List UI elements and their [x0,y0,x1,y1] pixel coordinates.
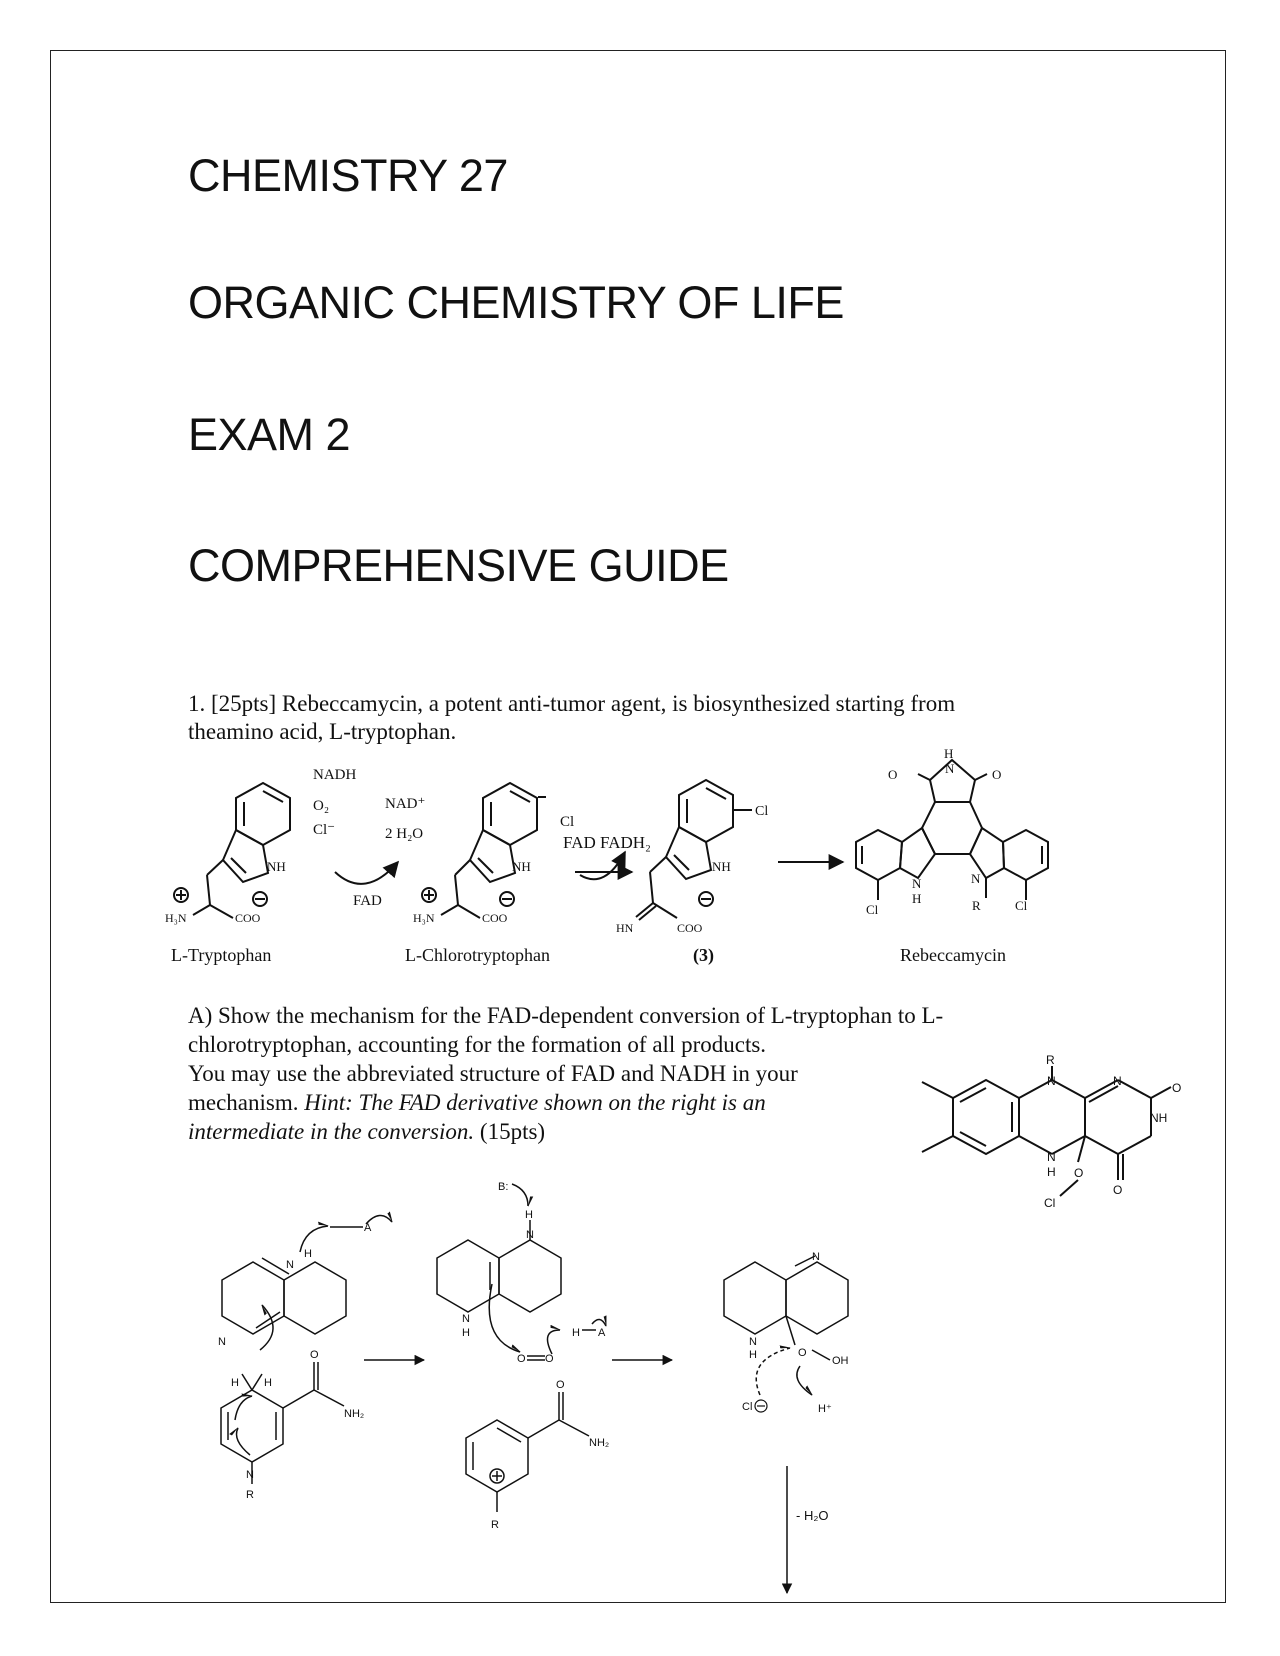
svg-text:OH: OH [832,1355,849,1367]
svg-text:NH: NH [1150,1111,1168,1125]
svg-text:H: H [749,1349,757,1361]
svg-text:H: H [912,891,922,906]
svg-text:COO: COO [235,911,261,925]
svg-text:N: N [912,876,922,891]
part-a-line-3: You may use the abbreviated structure of FAD and NADH in your [188,1061,798,1086]
svg-text:Cl: Cl [1044,1196,1056,1210]
svg-text:H: H [264,1377,272,1389]
svg-text:O₂: O₂ [313,798,330,814]
svg-text:Cl: Cl [866,902,879,917]
part-a-line-4-plain: mechanism. [188,1090,305,1115]
svg-text:Cl: Cl [755,804,769,819]
rebeccamycin-label: Rebeccamycin [900,945,1006,965]
svg-text:H: H [572,1327,580,1339]
svg-text:N: N [945,761,955,776]
svg-text:NH: NH [267,859,286,874]
svg-text:O: O [556,1379,565,1391]
svg-text:O: O [517,1353,526,1365]
svg-text:R: R [491,1519,499,1531]
question-1-line-2: theamino acid, L-tryptophan. [188,719,457,744]
svg-text:O: O [1074,1166,1084,1180]
svg-text:O: O [992,767,1002,782]
part-a-hint: Hint: The FAD derivative shown on the right is an [304,1090,766,1115]
svg-text:NH₂: NH₂ [589,1437,610,1449]
svg-text:NAD⁺: NAD⁺ [385,796,426,812]
svg-text:COO: COO [677,921,703,935]
svg-text:H⁺: H⁺ [818,1403,832,1415]
svg-text:A: A [598,1327,606,1339]
course-title: CHEMISTRY 27 [188,150,508,201]
svg-text:H: H [304,1248,312,1260]
svg-text:NH₂: NH₂ [344,1408,365,1420]
svg-text:N: N [1047,1150,1056,1164]
svg-text:O: O [798,1347,807,1359]
part-a-hint-cont: intermediate in the conversion. [188,1119,475,1144]
part-a-points: (15pts) [474,1119,546,1144]
svg-text:Cl: Cl [1015,898,1028,913]
svg-text:2 H₂O: 2 H₂O [385,826,424,842]
part-a-line-2: chlorotryptophan, accounting for the formation of all products. [188,1032,767,1057]
svg-text:N: N [246,1469,254,1481]
svg-text:Cl: Cl [742,1401,753,1413]
svg-text:N: N [812,1251,820,1263]
svg-text:N: N [1047,1074,1056,1088]
svg-text:R: R [972,898,981,913]
svg-text:R: R [246,1489,254,1501]
compound-3-label: (3) [693,945,714,965]
svg-text:Cl: Cl [560,814,575,830]
svg-text:O: O [310,1349,319,1361]
compound-3-structure [636,780,752,920]
svg-text:N: N [971,871,981,886]
question-1-line-1: 1. [25pts] Rebeccamycin, a potent anti-tumor agent, is biosynthesized starting from [188,691,956,716]
svg-text:H₃N: H₃N [413,911,435,925]
svg-text:N: N [218,1336,226,1348]
svg-text:N: N [462,1313,470,1325]
part-a-line-1: A) Show the mechanism for the FAD-dependent conversion of L-tryptophan to L- [188,1003,944,1028]
chlorotryptophan-structure [422,783,546,918]
svg-text:O: O [545,1353,554,1365]
svg-text:H: H [525,1209,533,1221]
exam-title: EXAM 2 [188,409,351,460]
part-a-line-5 [188,1118,545,1146]
svg-text:O: O [1172,1081,1182,1095]
svg-text:FAD FADH₂: FAD FADH₂ [563,833,651,852]
chlorotryptophan-label: L-Chlorotryptophan [405,945,550,965]
svg-text:O: O [1113,1183,1123,1197]
svg-text:- H₂O: - H₂O [796,1508,829,1523]
svg-text:O: O [888,767,898,782]
svg-text:N: N [1113,1074,1122,1088]
mechanism-diagram [150,1160,1150,1600]
svg-text:FAD: FAD [353,893,382,909]
tryptophan-label: L-Tryptophan [171,945,272,965]
svg-text:H₃N: H₃N [165,911,187,925]
biosynthesis-scheme [0,740,1280,980]
svg-text:Cl⁻: Cl⁻ [313,822,336,838]
svg-text:COO: COO [482,911,508,925]
svg-text:H: H [231,1377,239,1389]
svg-text:H: H [944,746,954,761]
svg-text:NH: NH [512,859,531,874]
rebeccamycin-structure [856,760,1048,900]
guide-title: COMPREHENSIVE GUIDE [188,540,729,591]
course-subtitle: ORGANIC CHEMISTRY OF LIFE [188,277,844,328]
svg-text:N: N [526,1229,534,1241]
svg-text:N: N [286,1259,294,1271]
svg-text:NH: NH [712,859,731,874]
tryptophan-structure [174,783,290,918]
svg-text:HN: HN [616,921,634,935]
svg-text:H: H [1047,1165,1056,1179]
svg-text:B:: B: [498,1181,509,1193]
part-a-line-4 [188,1089,766,1117]
svg-text:NADH: NADH [313,767,357,783]
svg-text:R: R [1046,1053,1055,1067]
svg-text:A: A [364,1222,372,1234]
svg-text:H: H [462,1327,470,1339]
svg-text:N: N [749,1336,757,1348]
